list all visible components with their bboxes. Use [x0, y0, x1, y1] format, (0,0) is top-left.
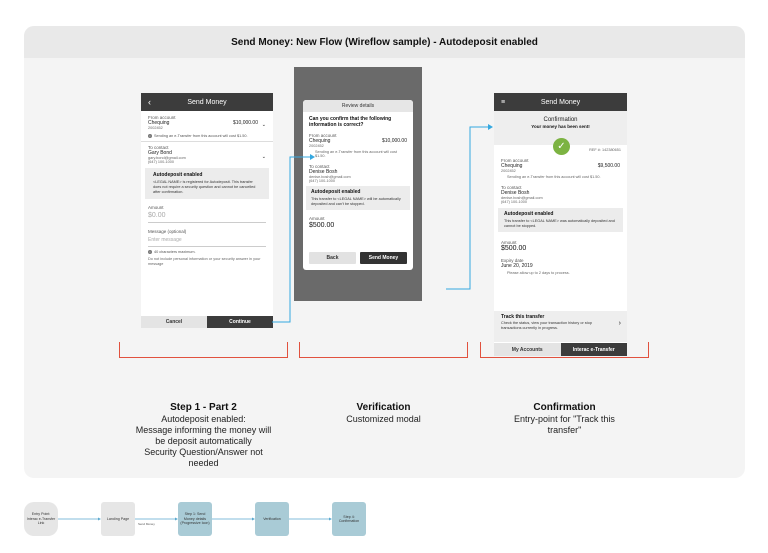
- reference-number: REF #: 142380651: [589, 148, 621, 152]
- account-name: Chequing: [501, 163, 523, 169]
- char-limit-note: [148, 250, 266, 254]
- expiry-note: Please allow up to 2 days to process.: [507, 271, 570, 275]
- stage-desc-line: transfer": [547, 425, 582, 435]
- autodeposit-notice: [145, 168, 269, 199]
- message-section: [141, 223, 273, 266]
- screen-send-money-form: [141, 93, 273, 328]
- amount-value: $500.00: [501, 245, 527, 252]
- autodeposit-notice: [306, 186, 410, 210]
- hamburger-menu-icon[interactable]: ≡: [501, 98, 506, 106]
- continue-button[interactable]: Continue: [207, 316, 273, 328]
- amount-value: $500.00: [309, 222, 335, 229]
- contact-phone: (647) 100-1000: [501, 200, 527, 204]
- amount-input[interactable]: $0.00: [148, 212, 266, 223]
- expiry-label: Expiry date: [501, 258, 524, 263]
- amount-label: Amount: [148, 205, 164, 210]
- stage-bracket-confirmation: [480, 342, 649, 358]
- cancel-button[interactable]: Cancel: [141, 316, 207, 328]
- action-bar: [141, 316, 273, 328]
- app-bar: [141, 93, 273, 111]
- autodeposit-title: Autodeposit enabled: [311, 189, 361, 195]
- chevron-left-icon[interactable]: ‹: [148, 97, 151, 107]
- stage-bracket-step1: [119, 342, 288, 358]
- message-input[interactable]: Enter message: [148, 237, 266, 247]
- flow-node-confirmation: Step 4: Confirmation: [332, 502, 366, 536]
- fee-note: [148, 134, 266, 138]
- contact-email: denise.bosh@gmail.com: [309, 175, 351, 179]
- tab-my-accounts[interactable]: My Accounts: [494, 343, 561, 356]
- contact-phone: (647) 100-1000: [309, 179, 335, 183]
- from-account-section[interactable]: [141, 111, 273, 138]
- account-number: 2002452: [501, 169, 516, 173]
- screen-verification: [294, 67, 422, 301]
- privacy-note: Do not include personal information or your security answer in your message: [148, 257, 261, 266]
- message-label: Message (optional): [148, 229, 187, 234]
- flow-node-entry: Entry Point: Interac e-Transfer Link: [24, 502, 58, 536]
- stage-title-verification: Verification: [356, 402, 411, 413]
- modal-question: Can you confirm that the following information is correct?: [309, 116, 392, 128]
- from-account-label: From account: [148, 115, 176, 120]
- confirmation-subtitle: Your money has been sent!: [531, 124, 590, 129]
- autodeposit-text: <LEGAL NAME> is registered for Autodeposit. This transfer does not require a security question and cannot be cancelled after confirmation.: [153, 180, 256, 194]
- chevron-down-icon[interactable]: ⌄: [261, 122, 266, 128]
- autodeposit-title: Autodeposit enabled: [153, 172, 203, 178]
- fee-note: Sending an e-Transfer from this account will cost $1.50.: [507, 175, 601, 179]
- stage-desc-verification: [299, 414, 468, 425]
- app-bar: [494, 93, 627, 111]
- account-balance: $10,000.00: [232, 120, 258, 126]
- chevron-right-icon: ›: [618, 320, 621, 327]
- stage-desc-line: Entry-point for "Track this: [514, 414, 615, 424]
- app-bar-title: Send Money: [540, 98, 581, 106]
- screen-confirmation: [494, 93, 627, 356]
- app-bar-title: Send Money: [187, 98, 227, 106]
- expiry-section: [494, 252, 627, 275]
- from-account-label: From account: [309, 133, 337, 138]
- review-modal: [303, 100, 413, 270]
- amount-section: [141, 199, 273, 223]
- to-contact-label: To contact: [501, 185, 522, 190]
- amount-label: Amount: [501, 240, 517, 245]
- account-balance: $9,500.00: [597, 163, 620, 169]
- fee-note-text: Sending an e-Transfer from this account will cost $1.50.: [154, 134, 248, 138]
- flow-edge-label: Send Money: [138, 522, 155, 526]
- stage-title-confirmation: Confirmation: [533, 402, 596, 413]
- amount-section: [494, 232, 627, 252]
- flow-node-verification: Verification: [255, 502, 289, 536]
- confirmation-title: Confirmation: [543, 117, 578, 123]
- autodeposit-title: Autodeposit enabled: [504, 211, 554, 217]
- flow-node-step1: Step 1: Send Money details (Progressive Icon): [178, 502, 212, 536]
- expiry-value: June 20, 2019: [501, 263, 533, 269]
- stage-desc-confirmation: [480, 414, 649, 436]
- back-button[interactable]: Back: [309, 252, 356, 264]
- amount-label: Amount: [309, 216, 325, 221]
- contact-name: Gary Bond: [148, 150, 172, 156]
- stage-desc-step1: [109, 414, 298, 469]
- chevron-down-icon[interactable]: ⌄: [261, 154, 266, 160]
- contact-name: Denise Bosh: [501, 190, 530, 196]
- flow-node-landing: Landing Page: [101, 502, 135, 536]
- account-name: Chequing: [309, 138, 331, 144]
- stage-desc-line: Security Question/Answer not: [144, 447, 263, 457]
- to-contact-label: To contact: [148, 145, 169, 150]
- contact-phone: (647) 100-1000: [148, 160, 174, 164]
- autodeposit-text: This transfer to <LEGAL NAME> will be automatically deposited and can't be stopped.: [311, 197, 401, 206]
- board-title: Send Money: New Flow (Wireflow sample) - Autodeposit enabled: [24, 26, 745, 58]
- fee-note: Sending an e-Transfer from this account will cost $1.50.: [315, 150, 397, 158]
- contact-name: Denise Bosh: [309, 169, 338, 175]
- track-transfer-text: Check the status, view your transaction history or stop transactions currently in progress.: [501, 321, 592, 330]
- track-transfer-card[interactable]: [494, 311, 627, 342]
- contact-email: denise.bosh@gmail.com: [501, 196, 543, 200]
- account-balance: $10,000.00: [381, 138, 407, 144]
- to-contact-section[interactable]: [141, 141, 273, 166]
- to-contact-label: To contact: [309, 164, 330, 169]
- contact-email: gary.bond@gmail.com: [148, 156, 186, 160]
- stage-desc-line: needed: [188, 458, 219, 468]
- stage-desc-line: Message informing the money will: [135, 425, 272, 435]
- account-name: Chequing: [148, 120, 170, 126]
- from-account-section: [494, 152, 627, 179]
- stage-desc-line: Customized modal: [346, 414, 421, 424]
- track-transfer-title: Track this transfer: [501, 314, 545, 320]
- stage-desc-line: Autodeposit enabled:: [161, 414, 246, 424]
- stage-desc-line: be deposit automatically: [155, 436, 252, 446]
- autodeposit-notice: [498, 208, 623, 232]
- tab-interac-etransfer[interactable]: Interac e-Transfer: [561, 343, 628, 356]
- info-icon: i: [149, 250, 151, 254]
- from-account-label: From account: [501, 158, 529, 163]
- stage-title-step1: Step 1 - Part 2: [170, 402, 237, 413]
- info-icon: i: [149, 134, 151, 138]
- stage-bracket-verification: [299, 342, 468, 358]
- account-number: 2002452: [309, 144, 324, 148]
- to-contact-section: [494, 179, 627, 204]
- account-number: 2002452: [148, 126, 163, 130]
- send-money-button[interactable]: Send Money: [360, 252, 407, 264]
- checkmark-icon: ✓: [553, 138, 570, 155]
- modal-title: Review details: [303, 100, 413, 112]
- char-limit-text: 40 characters maximum.: [154, 250, 196, 254]
- autodeposit-text: This transfer to <LEGAL NAME> was automatically deposited and cannot be stopped.: [504, 219, 615, 228]
